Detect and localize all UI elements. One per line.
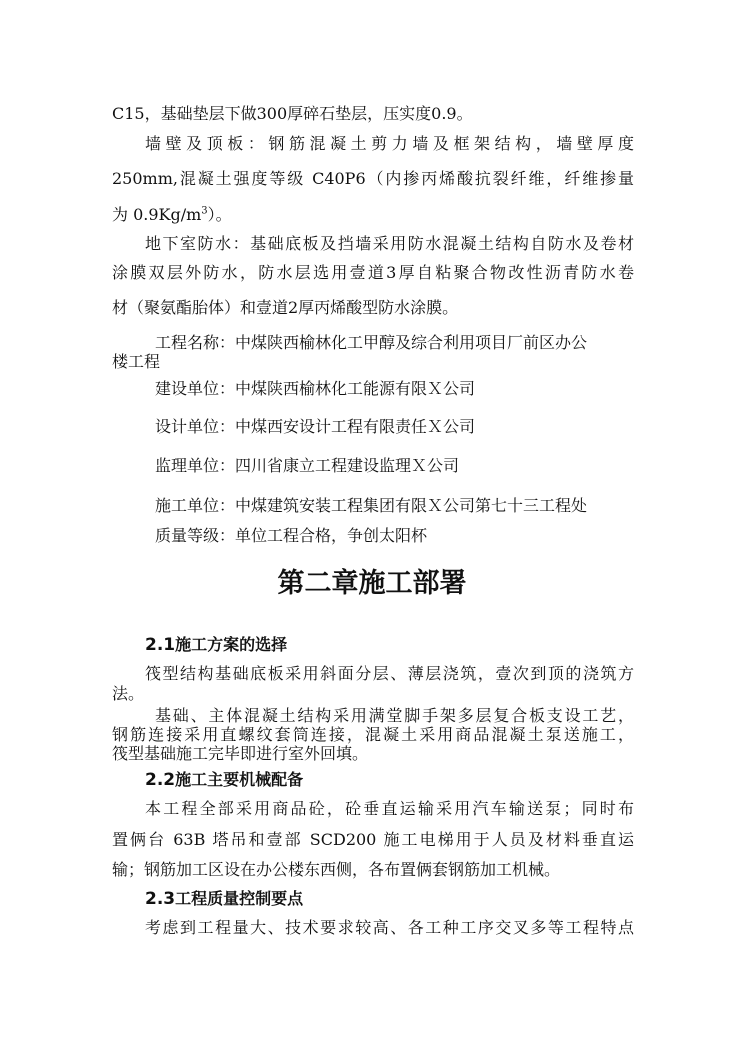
contractor-unit: 施工单位：中煤建筑安装工程集团有限Ｘ公司第七十三工程处 — [155, 496, 588, 515]
waterproof-line-2: 涂膜双层外防水，防水层选用壹道3厚自粘聚合物改性沥青防水卷 — [112, 263, 634, 282]
s21-para2-line-3: 筏型基础施工完毕即进行室外回填。 — [112, 744, 369, 763]
section-2-1-heading — [145, 634, 667, 656]
section-number: 2.1 — [145, 635, 176, 655]
project-name-line-1: 工程名称：中煤陕西榆林化工甲醇及综合利用项目厂前区办公 — [155, 333, 588, 352]
wall-roof-line-3 — [112, 204, 634, 226]
wall-roof-line-1: 墙壁及顶板：钢筋混凝土剪力墙及框架结构，墙壁厚度 — [145, 134, 634, 153]
s23-line-1: 考虑到工程量大、技术要求较高、各工种工序交叉多等工程特点 — [145, 918, 634, 937]
closing-paren: ）。 — [207, 205, 232, 224]
s22-line-2: 置俩台 63B 塔吊和壹部 SCD200 施工电梯用于人员及材料垂直运 — [112, 830, 634, 849]
waterproof-line-1: 地下室防水：基础底板及挡墙采用防水混凝土结构自防水及卷材 — [145, 234, 634, 253]
s21-para2-line-1: 基础、主体混凝土结构采用满堂脚手架多层复合板支设工艺， — [155, 706, 634, 725]
s22-line-3: 输；钢筋加工区设在办公楼东西侧，各布置俩套钢筋加工机械。 — [112, 860, 561, 879]
project-name-line-2: 楼工程 — [112, 352, 161, 371]
unit-superscript: 3 — [201, 205, 208, 217]
section-number: 2.2 — [145, 770, 176, 790]
designer-unit: 设计单位：中煤西安设计工程有限责任Ｘ公司 — [155, 417, 476, 436]
s21-para1-line-1: 筏型结构基础底板采用斜面分层、薄层浇筑，壹次到顶的浇筑方 — [145, 664, 634, 683]
section-title: 施工主要机械配备 — [175, 770, 304, 789]
wall-roof-line-2: 250mm,混凝土强度等级 C40P6（内掺丙烯酸抗裂纤维，纤维掺量 — [112, 169, 634, 188]
foundation-cushion-line: C15，基础垫层下做300厚碎石垫层，压实度0.9。 — [112, 104, 473, 123]
s21-para1-line-2: 法。 — [112, 684, 145, 703]
supervisor-unit: 监理单位：四川省康立工程建设监理Ｘ公司 — [155, 456, 460, 475]
s22-line-1: 本工程全部采用商品砼，砼垂直运输采用汽车输送泵；同时布 — [145, 799, 634, 818]
section-title: 施工方案的选择 — [175, 635, 288, 654]
builder-unit: 建设单位：中煤陕西榆林化工能源有限Ｘ公司 — [155, 379, 476, 398]
section-2-2-heading — [145, 769, 667, 791]
waterproof-line-3: 材（聚氨酯胎体）和壹道2厚丙烯酸型防水涂膜。 — [112, 298, 459, 317]
section-number: 2.3 — [145, 889, 176, 909]
chapter-title: 第二章施工部署 — [277, 568, 467, 599]
fiber-dosage-text: 为 0.9Kg/m — [112, 205, 202, 224]
quality-grade: 质量等级：单位工程合格，争创太阳杯 — [155, 526, 428, 545]
section-2-3-heading — [145, 888, 667, 910]
s21-para2-line-2: 钢筋连接采用直螺纹套筒连接，混凝土采用商品混凝土泵送施工， — [112, 725, 634, 744]
section-title: 工程质量控制要点 — [175, 889, 304, 908]
